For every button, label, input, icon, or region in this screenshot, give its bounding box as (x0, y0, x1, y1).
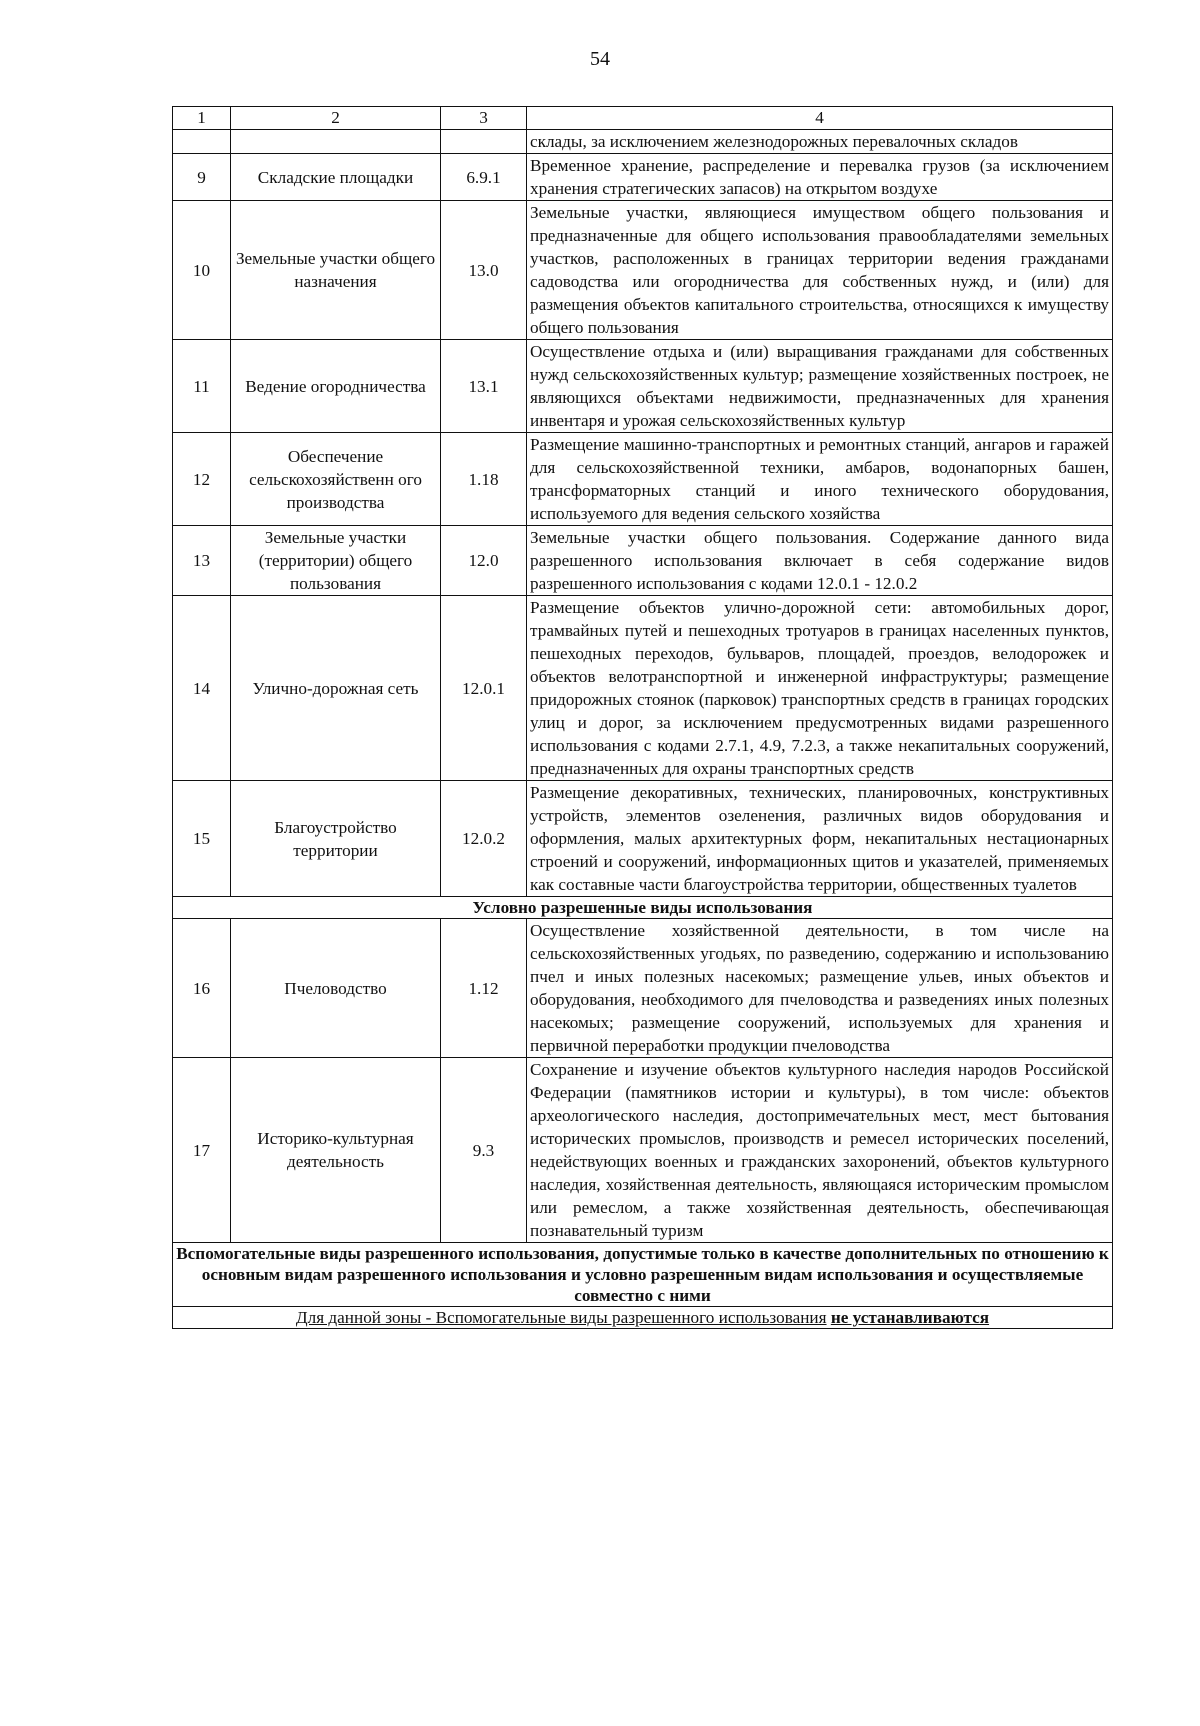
row-number: 13 (173, 526, 231, 596)
row-number: 15 (173, 781, 231, 897)
table-row (173, 919, 1113, 1058)
row-number: 14 (173, 596, 231, 781)
row-number: 17 (173, 1058, 231, 1243)
header-col-2: 2 (231, 107, 441, 130)
use-type-name: Складские площадки (231, 154, 441, 201)
zone-note-bold: не устанавливаются (830, 1308, 990, 1327)
land-use-table (172, 106, 1113, 1329)
table-row (173, 340, 1113, 433)
table-header-row (173, 107, 1113, 130)
table-row (173, 433, 1113, 526)
use-type-description: Размещение машинно-транспортных и ремонтных станций, ангаров и гаражей для сельскохозяйственной техники, амбаров, водонапорных башен, трансформаторных станций и иного технического оборудования, используемого для ведения сельского хозяйства (527, 433, 1113, 526)
use-type-code: 6.9.1 (441, 154, 527, 201)
header-col-3: 3 (441, 107, 527, 130)
table-row (173, 201, 1113, 340)
zone-note (173, 1307, 1113, 1329)
use-type-name: Благоустройство территории (231, 781, 441, 897)
use-type-code: 1.12 (441, 919, 527, 1058)
row-number: 9 (173, 154, 231, 201)
continuation-text: склады, за исключением железнодорожных перевалочных складов (527, 130, 1113, 154)
page-number: 54 (590, 48, 610, 70)
row-number: 11 (173, 340, 231, 433)
table-row (173, 596, 1113, 781)
zone-note-row (173, 1307, 1113, 1329)
use-type-description: Земельные участки, являющиеся имуществом общего пользования и предназначенные для общего использования правообладателями земельных участков, расположенных в границах территории ведения гражданами садоводства или огородничества для собственных нужд, и (или) для размещения объектов капитального строительства, относящихся к имуществу общего пользования (527, 201, 1113, 340)
zone-note-text: Для данной зоны - Вспомогательные виды разрешенного использования (295, 1308, 827, 1327)
row-number: 10 (173, 201, 231, 340)
use-type-code: 12.0.1 (441, 596, 527, 781)
use-type-code: 12.0.2 (441, 781, 527, 897)
use-type-description: Временное хранение, распределение и перевалка грузов (за исключением хранения стратегических запасов) на открытом воздухе (527, 154, 1113, 201)
use-type-code: 9.3 (441, 1058, 527, 1243)
use-type-name: Земельные участки (территории) общего пользования (231, 526, 441, 596)
use-type-name: Ведение огородничества (231, 340, 441, 433)
table-row (173, 526, 1113, 596)
use-type-name: Земельные участки общего назначения (231, 201, 441, 340)
use-type-name: Улично-дорожная сеть (231, 596, 441, 781)
row-number: 12 (173, 433, 231, 526)
use-type-code: 13.1 (441, 340, 527, 433)
row-number: 16 (173, 919, 231, 1058)
use-type-description: Осуществление хозяйственной деятельности, в том числе на сельскохозяйственных угодьях, по разведению, содержанию и использованию пчел и иных полезных насекомых; размещение ульев, иных объектов и оборудования, необходимого для пчеловодства и разведениях иных полезных насекомых; размещение сооружений, используемых для хранения и первичной переработки продукции пчеловодства (527, 919, 1113, 1058)
use-type-description: Размещение декоративных, технических, планировочных, конструктивных устройств, элементов озеленения, различных видов оборудования и оформления, малых архитектурных форм, некапитальных нестационарных строений и сооружений, информационных щитов и указателей, применяемых как составные части благоустройства территории, общественных туалетов (527, 781, 1113, 897)
use-type-name: Пчеловодство (231, 919, 441, 1058)
table-row (173, 154, 1113, 201)
use-type-description: Осуществление отдыха и (или) выращивания гражданами для собственных нужд сельскохозяйственных культур; размещение хозяйственных построек, не являющихся объектами недвижимости, предназначенных для хранения инвентаря и урожая сельскохозяйственных культур (527, 340, 1113, 433)
use-type-description: Земельные участки общего пользования. Содержание данного вида разрешенного использования включает в себя содержание видов разрешенного использования с кодами 12.0.1 - 12.0.2 (527, 526, 1113, 596)
section-heading-conditional-row (173, 897, 1113, 919)
section-heading-auxiliary-row (173, 1243, 1113, 1307)
use-type-description: Сохранение и изучение объектов культурного наследия народов Российской Федерации (памятников истории и культуры), в том числе: объектов археологического наследия, достопримечательных мест, мест бытования исторических промыслов, производств и ремесел исторических поселений, недействующих военных и гражданских захоронений, объектов культурного наследия, хозяйственная деятельность, являющаяся историческим промыслом или ремеслом, а также хозяйственная деятельность, обеспечивающая познавательный туризм (527, 1058, 1113, 1243)
use-type-name: Обеспечение сельскохозяйственн ого производства (231, 433, 441, 526)
use-type-code: 1.18 (441, 433, 527, 526)
use-type-code: 13.0 (441, 201, 527, 340)
use-type-description: Размещение объектов улично-дорожной сети: автомобильных дорог, трамвайных путей и пешеходных тротуаров в границах населенных пунктов, пешеходных переходов, бульваров, площадей, проездов, велодорожек и объектов велотранспортной и инженерной инфраструктуры; размещение придорожных стоянок (парковок) транспортных средств в границах городских улиц и дорог, за исключением предусмотренных видами разрешенного использования с кодами 2.7.1, 4.9, 7.2.3, а также некапитальных сооружений, предназначенных для охраны транспортных средств (527, 596, 1113, 781)
use-type-name: Историко-культурная деятельность (231, 1058, 441, 1243)
table-row (173, 781, 1113, 897)
table-row (173, 1058, 1113, 1243)
section-heading-auxiliary: Вспомогательные виды разрешенного использования, допустимые только в качестве дополнительных по отношению к основным видам разрешенного использования и условно разрешенным видам использования и осуществляемые совместно с ними (173, 1243, 1113, 1307)
section-heading-conditional: Условно разрешенные виды использования (173, 897, 1113, 919)
header-col-4: 4 (527, 107, 1113, 130)
header-col-1: 1 (173, 107, 231, 130)
continuation-row (173, 130, 1113, 154)
use-type-code: 12.0 (441, 526, 527, 596)
